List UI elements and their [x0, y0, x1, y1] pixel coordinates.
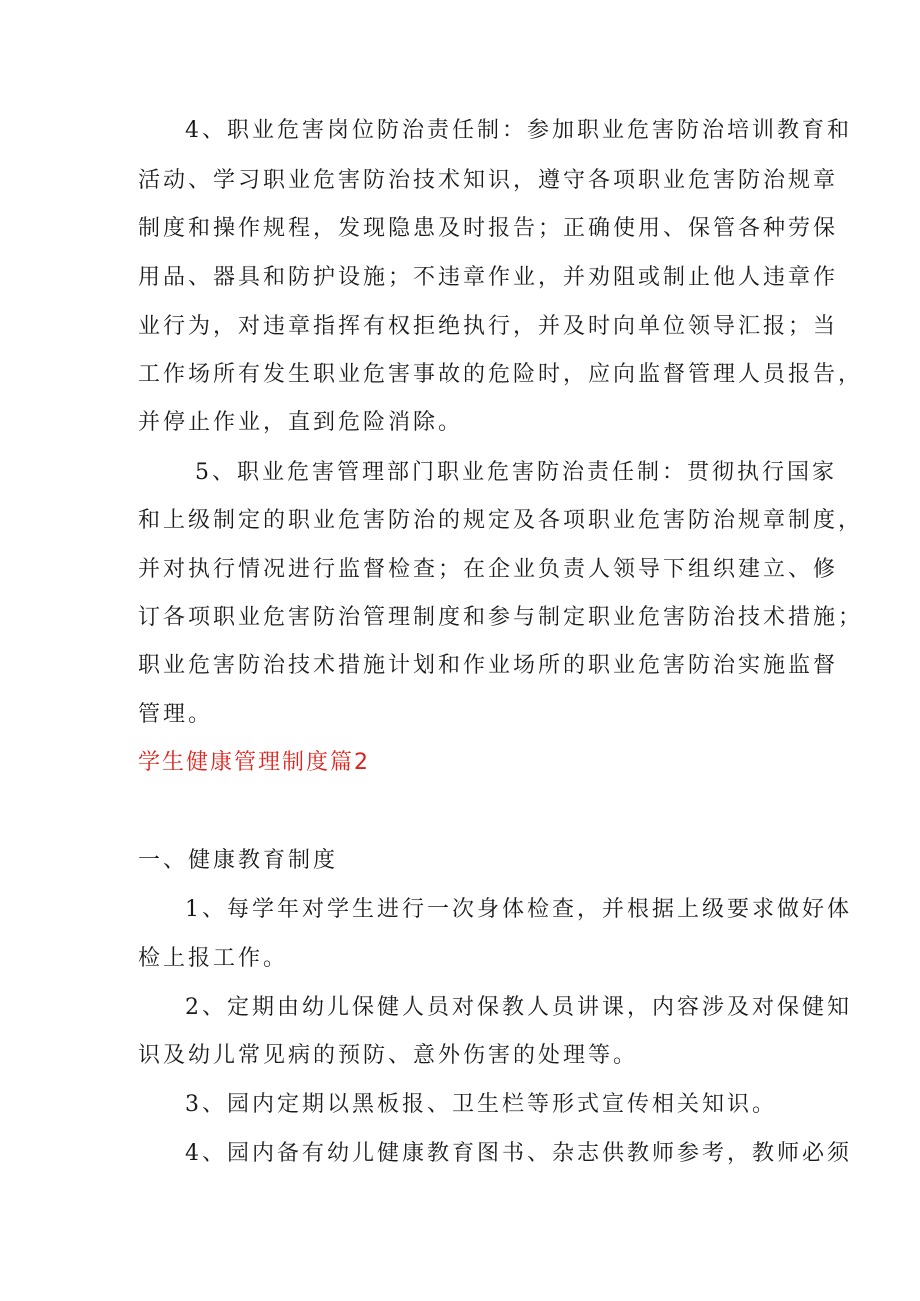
- item-4-line-1: 4、园内备有幼儿健康教育图书、杂志供教师参考，教师必须: [185, 1141, 852, 1166]
- item-1-line-1: 1、每学年对学生进行一次身体检查，并根据上级要求做好体: [185, 897, 852, 922]
- section-heading: 学生健康管理制度篇2: [138, 750, 370, 775]
- item-3-line-1: 3、园内定期以黑板报、卫生栏等形式宣传相关知识。: [185, 1092, 777, 1117]
- paragraph-4-line-7: 并停止作业，直到危险消除。: [138, 410, 464, 435]
- paragraph-5-line-4: 订各项职业危害防治管理制度和参与制定职业危害防治技术措施；: [138, 605, 864, 630]
- paragraph-5-line-6: 管理。: [138, 702, 214, 727]
- paragraph-5-line-2: 和上级制定的职业危害防治的规定及各项职业危害防治规章制度，: [138, 508, 864, 533]
- paragraph-4-line-6: 工作场所有发生职业危害事故的危险时，应向监督管理人员报告，: [138, 362, 864, 387]
- paragraph-4-line-5: 业行为，对违章指挥有权拒绝执行，并及时向单位领导汇报；当: [138, 314, 839, 339]
- paragraph-4-line-4: 用品、器具和防护设施；不违章作业，并劝阻或制止他人违章作: [138, 265, 839, 290]
- paragraph-5-line-1: 5、职业危害管理部门职业危害防治责任制：贯彻执行国家: [195, 460, 837, 485]
- paragraph-5-line-3: 并对执行情况进行监督检查；在企业负责人领导下组织建立、修: [138, 557, 839, 582]
- paragraph-4-line-3: 制度和操作规程，发现隐患及时报告；正确使用、保管各种劳保: [138, 216, 839, 241]
- paragraph-4-line-1: 4、职业危害岗位防治责任制：参加职业危害防治培训教育和: [185, 118, 852, 143]
- item-1-line-2: 检上报工作。: [138, 946, 289, 971]
- subsection-heading: 一、健康教育制度: [138, 848, 339, 873]
- item-2-line-1: 2、定期由幼儿保健人员对保教人员讲课，内容涉及对保健知: [185, 995, 852, 1020]
- item-2-line-2: 识及幼儿常见病的预防、意外伤害的处理等。: [138, 1043, 639, 1068]
- paragraph-5-line-5: 职业危害防治技术措施计划和作业场所的职业危害防治实施监督: [138, 653, 839, 678]
- paragraph-4-line-2: 活动、学习职业危害防治技术知识，遵守各项职业危害防治规章: [138, 168, 839, 193]
